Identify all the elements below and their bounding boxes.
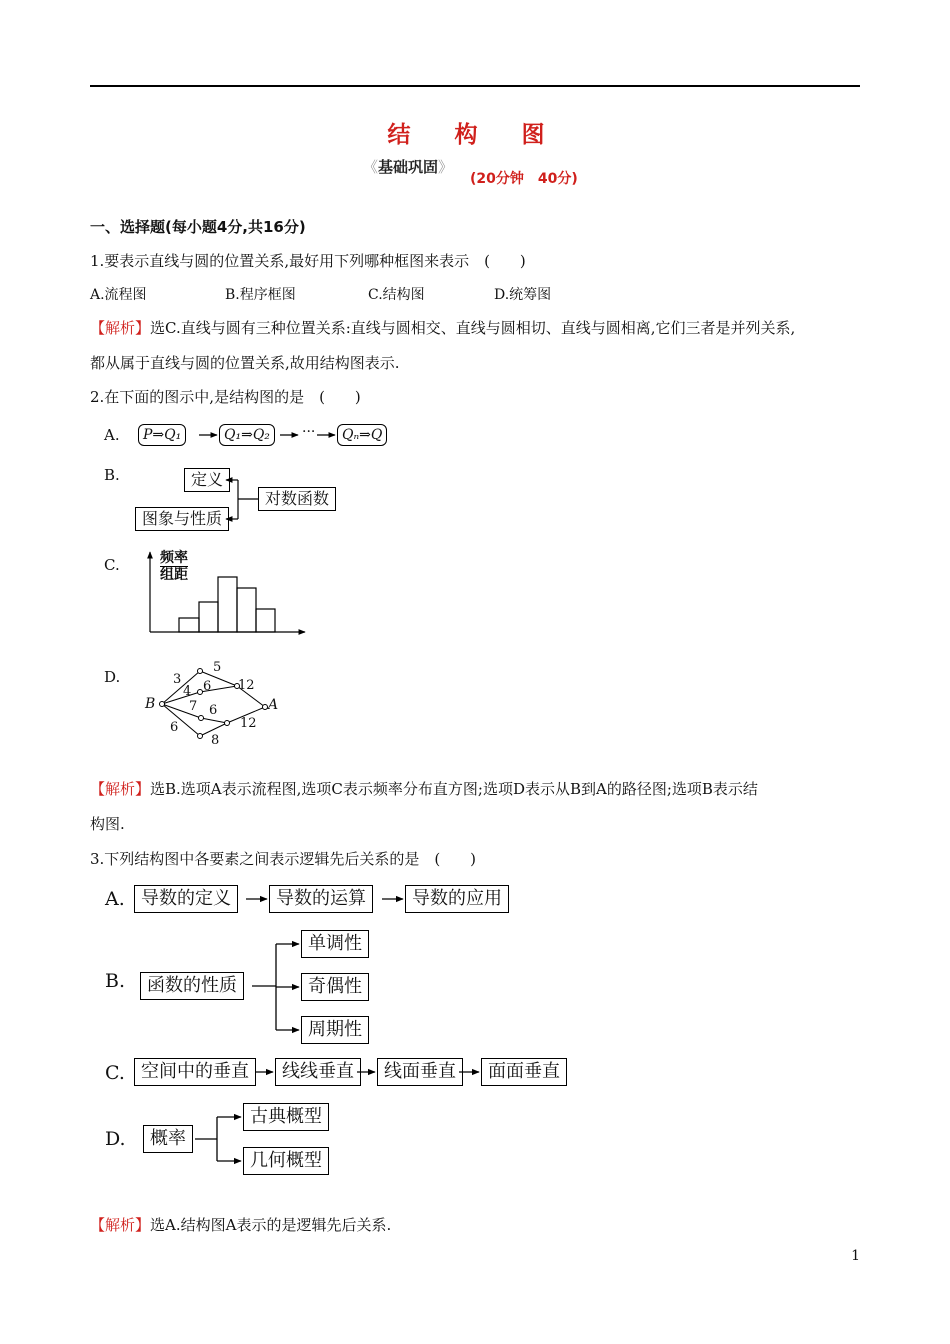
q3-b-child-3: 周期性	[301, 1016, 369, 1044]
part-heading: 一、选择题(每小题4分,共16分)	[90, 218, 306, 236]
graph-weight: 6	[209, 703, 218, 718]
graph-weight: 4	[183, 684, 192, 699]
q3-d-root: 概率	[143, 1125, 193, 1153]
q3-b-root: 函数的性质	[140, 972, 244, 1000]
graph-weight: 7	[189, 699, 198, 714]
analysis-tag: 【解析】	[90, 319, 151, 337]
q3-c-box-4: 面面垂直	[481, 1058, 567, 1086]
analysis-tag: 【解析】	[90, 1216, 151, 1234]
q2-a-flow-box-1: P⇒Q₁	[138, 424, 186, 446]
q3-analysis-text: 选A.结构图A表示的是逻辑先后关系.	[150, 1216, 392, 1234]
q3-a-box-2: 导数的运算	[269, 885, 373, 913]
graph-label-end: A	[268, 697, 279, 713]
q2-b-child-definition: 定义	[184, 468, 230, 492]
q2-option-b-label: B.	[104, 466, 120, 484]
q3-b-child-2: 奇偶性	[301, 973, 369, 1001]
q3-stem: 3.下列结构图中各要素之间表示逻辑先后关系的是 ( )	[90, 850, 477, 868]
graph-weight: 5	[213, 660, 222, 675]
graph-weight: 6	[170, 720, 179, 735]
q3-option-c-label: C.	[105, 1062, 125, 1084]
q2-analysis-text: 选B.选项A表示流程图,选项C表示频率分布直方图;选项D表示从B到A的路径图;选项B表示结	[150, 780, 758, 798]
q2-option-a-label: A.	[104, 426, 120, 444]
section-timing: (20分钟 40分)	[470, 171, 578, 187]
q3-c-box-2: 线线垂直	[275, 1058, 361, 1086]
q2-a-flow-dots: ···	[302, 424, 316, 440]
q3-option-b-label: B.	[105, 970, 126, 992]
q3-a-box-3: 导数的应用	[405, 885, 509, 913]
graph-weight: 12	[238, 678, 255, 693]
badge-label: 基础巩固	[378, 158, 439, 176]
q3-option-a-label: A.	[105, 888, 125, 910]
q1-option-b: B.程序框图	[225, 287, 296, 303]
q1-option-d: D.统筹图	[494, 287, 552, 303]
q1-analysis-cont: 都从属于直线与圆的位置关系,故用结构图表示.	[90, 354, 400, 372]
q2-a-flow-box-3: Qₙ⇒Q	[337, 424, 387, 446]
q1-stem: 1.要表示直线与圆的位置关系,最好用下列哪种框图来表示 ( )	[90, 252, 526, 270]
q3-d-child-2: 几何概型	[243, 1147, 329, 1175]
graph-label-start: B	[145, 696, 156, 712]
analysis-tag: 【解析】	[90, 780, 151, 798]
graph-weight: 6	[203, 679, 212, 694]
q3-d-child-1: 古典概型	[243, 1103, 329, 1131]
q1-analysis-text: 选C.直线与圆有三种位置关系:直线与圆相交、直线与圆相切、直线与圆相离,它们三者是并列关系,	[150, 319, 796, 337]
q3-b-child-1: 单调性	[301, 930, 369, 958]
q2-c-ylabel-top: 频率	[160, 550, 188, 566]
q2-b-root: 对数函数	[258, 487, 336, 511]
q2-c-ylabel-bottom: 组距	[160, 567, 188, 583]
badge-left-mark: 《	[363, 158, 379, 176]
q3-option-d-label: D.	[105, 1128, 126, 1150]
q1-option-c: C.结构图	[368, 287, 425, 303]
graph-weight: 12	[240, 716, 257, 731]
q3-a-box-1: 导数的定义	[134, 885, 238, 913]
page-number: 1	[851, 1248, 860, 1264]
q2-a-flow-box-2: Q₁⇒Q₂	[219, 424, 275, 446]
q2-b-child-graph: 图象与性质	[135, 507, 229, 531]
q2-analysis-cont: 构图.	[90, 815, 125, 833]
q1-option-a: A.流程图	[90, 287, 147, 303]
q3-c-box-1: 空间中的垂直	[134, 1058, 256, 1086]
q2-option-c-label: C.	[104, 556, 120, 574]
badge-right-mark: 》	[438, 158, 454, 176]
q2-stem: 2.在下面的图示中,是结构图的是 ( )	[90, 388, 361, 406]
graph-weight: 3	[173, 672, 182, 687]
page-title: 结 构 图	[387, 122, 563, 148]
q2-option-d-label: D.	[104, 668, 121, 686]
q3-analysis	[90, 1214, 391, 1236]
q3-c-box-3: 线面垂直	[377, 1058, 463, 1086]
graph-weight: 8	[211, 733, 220, 748]
